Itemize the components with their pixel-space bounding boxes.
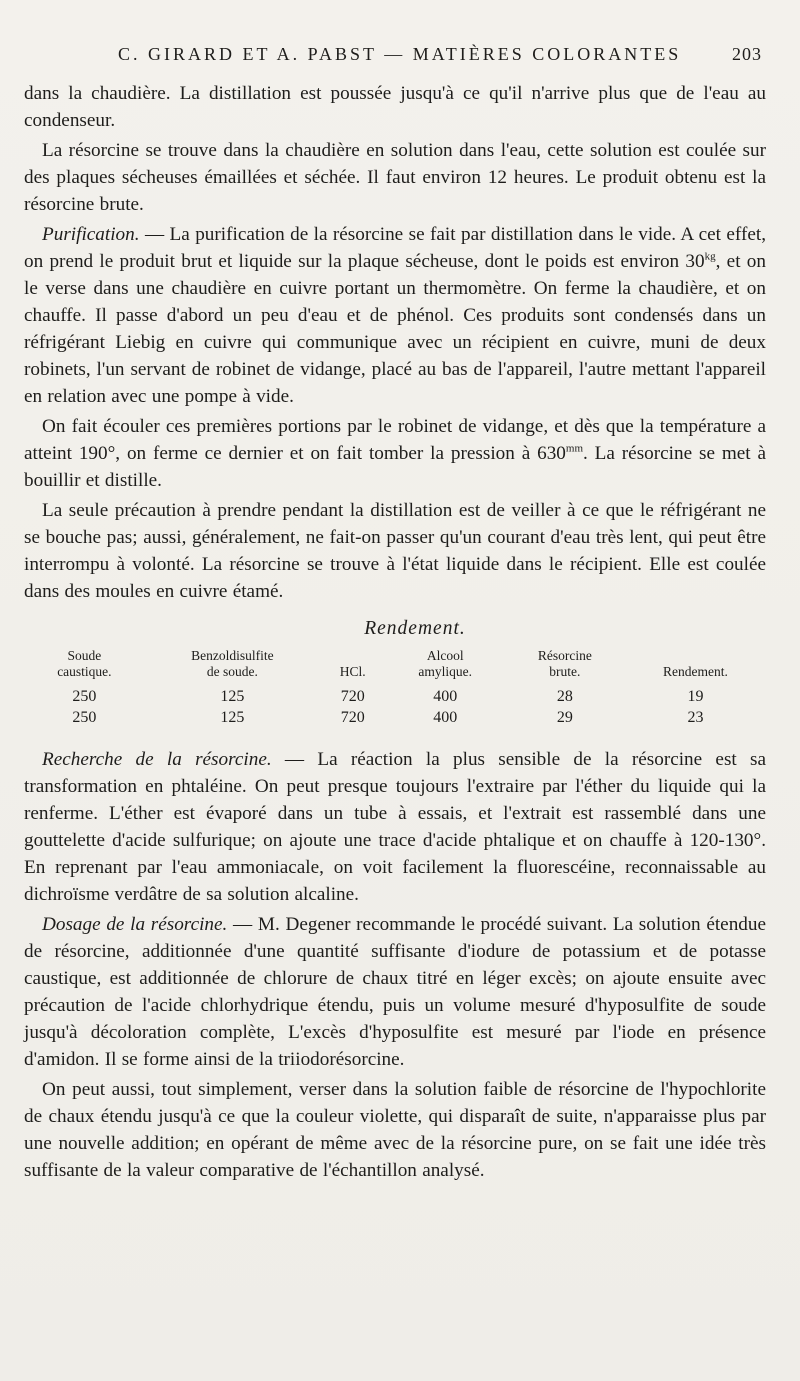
paragraph-5: La seule précaution à prendre pendant la distillation est de veiller à ce que le réfrigérant ne se bouche pas; aussi, généralement, ne fait-on passer qu'un courant d'eau très lent, qui peut être interrompu à volonté. La résorcine se trouve à l'état liquide dans le récipient. Elle est coulée dans des moules en cuivre étamé.	[24, 500, 766, 602]
recherche-text: — La réaction la plus sensible de la résorcine est sa transformation en phtaléine. On peut presque toujours l'extraire par l'éther du liquide qui la renferme. L'éther est évaporé dans un tube à essais, et l'extrait est rassemblé dans une gouttelette d'acide sulfurique; on ajoute une trace d'acide phtalique et on chauffe à 120-130°. En reprenant par l'eau ammoniacale, on voit facilement la fluorescéine, reconnaissable au dichroïsme verdâtre de sa solution alcaline.	[24, 749, 766, 905]
paragraph-purification	[24, 221, 766, 410]
paragraph-2: La résorcine se trouve dans la chaudière en solution dans l'eau, cette solution est coulée sur des plaques sécheuses émaillées et séchée. Il faut environ 12 heures. Le produit obtenu est la résorcine brute.	[24, 140, 766, 215]
table-header-cell: Rendement.	[663, 664, 728, 679]
table-title: Rendement.	[364, 618, 466, 639]
table-row	[24, 707, 766, 728]
running-header	[118, 44, 762, 68]
table-header-cell: Soude caustique.	[57, 648, 112, 679]
rendement-table	[24, 648, 766, 728]
table-cell: 250	[72, 709, 97, 726]
table-cell: 28	[556, 688, 573, 705]
table-row	[24, 686, 766, 707]
paragraph-recherche	[24, 746, 766, 908]
table-cell: 23	[687, 709, 704, 726]
table-cell: 250	[72, 688, 97, 705]
table-cell: 720	[340, 688, 365, 705]
table-cell: 19	[687, 688, 704, 705]
page-number: 203	[732, 44, 762, 64]
table-header-cell: Benzoldisulfite de soude.	[191, 648, 274, 679]
paragraph-4-text-b: . La résorcine se met à bouillir et distille.	[24, 443, 766, 491]
purification-text-b: , et on le verse dans une chaudière en cuivre portant un thermomètre. On ferme la chaudière, et on chauffe. Il passe d'abord un peu d'eau et de phénol. Ces produits sont condensés dans un réfrigérant Liebig en cuivre qui communique avec un récipient en cuivre, muni de deux robinets, l'un servant de robinet de vidange, placé au bas de l'appareil, l'autre mettant l'appareil en relation avec une pompe à vide.	[24, 251, 766, 407]
paragraph-1: dans la chaudière. La distillation est poussée jusqu'à ce qu'il n'arrive plus que de l'eau au condenseur.	[24, 83, 766, 131]
table-header-cell: Alcool amylique.	[418, 648, 473, 679]
dosage-heading: Dosage de la résorcine.	[42, 914, 228, 935]
table-header-cell: Résorcine brute.	[537, 648, 592, 679]
table-cell: 29	[556, 709, 573, 726]
paragraph-4	[24, 413, 766, 494]
page-body	[24, 80, 766, 1187]
paragraph-dosage	[24, 911, 766, 1073]
table-cell: 125	[220, 709, 245, 726]
table-header-row	[24, 648, 766, 686]
table-cell: 400	[433, 709, 458, 726]
purification-heading: Purification.	[42, 224, 140, 245]
unit-mm: mm	[565, 442, 584, 455]
header-title: C. GIRARD ET A. PABST — MATIÈRES COLORANTES	[118, 44, 682, 64]
paragraph-4-text-a: On fait écouler ces premières portions par le robinet de vidange, et dès que la température a atteint 190°, on ferme ce dernier et on fait tomber la pression à 630	[24, 416, 766, 464]
recherche-heading: Recherche de la résorcine.	[42, 749, 272, 770]
table-cell: 720	[340, 709, 365, 726]
purification-text-a: — La purification de la résorcine se fait par distillation dans le vide. A cet effet, on prend le produit brut et liquide sur la plaque sécheuse, dont le poids est environ 30	[24, 224, 766, 272]
table-cell: 400	[433, 688, 458, 705]
rendement-table-section	[24, 615, 766, 728]
dosage-text: — M. Degener recommande le procédé suivant. La solution étendue de résorcine, additionnée d'une quantité suffisante d'iodure de potassium et de potasse caustique, est additionnée de chlorure de chaux titré en léger excès; on ajoute ensuite avec précaution de l'acide chlorhydrique étendu, puis un volume mesuré d'hyposulfite de soude jusqu'à décoloration complète, L'excès d'hyposulfite est mesuré par l'iode en présence d'amidon. Il se forme ainsi de la triiodorésorcine.	[24, 914, 766, 1070]
paragraph-8: On peut aussi, tout simplement, verser dans la solution faible de résorcine de l'hypochlorite de chaux étendu jusqu'à ce que la couleur violette, qui disparaît de suite, n'apparaisse plus par une nouvelle addition; en opérant de même avec de la résorcine pure, on se fait une idée très suffisante de la valeur comparative de l'échantillon analysé.	[24, 1079, 766, 1181]
unit-kg: kg	[704, 250, 716, 263]
table-cell: 125	[220, 688, 245, 705]
table-header-cell: HCl.	[339, 664, 366, 679]
